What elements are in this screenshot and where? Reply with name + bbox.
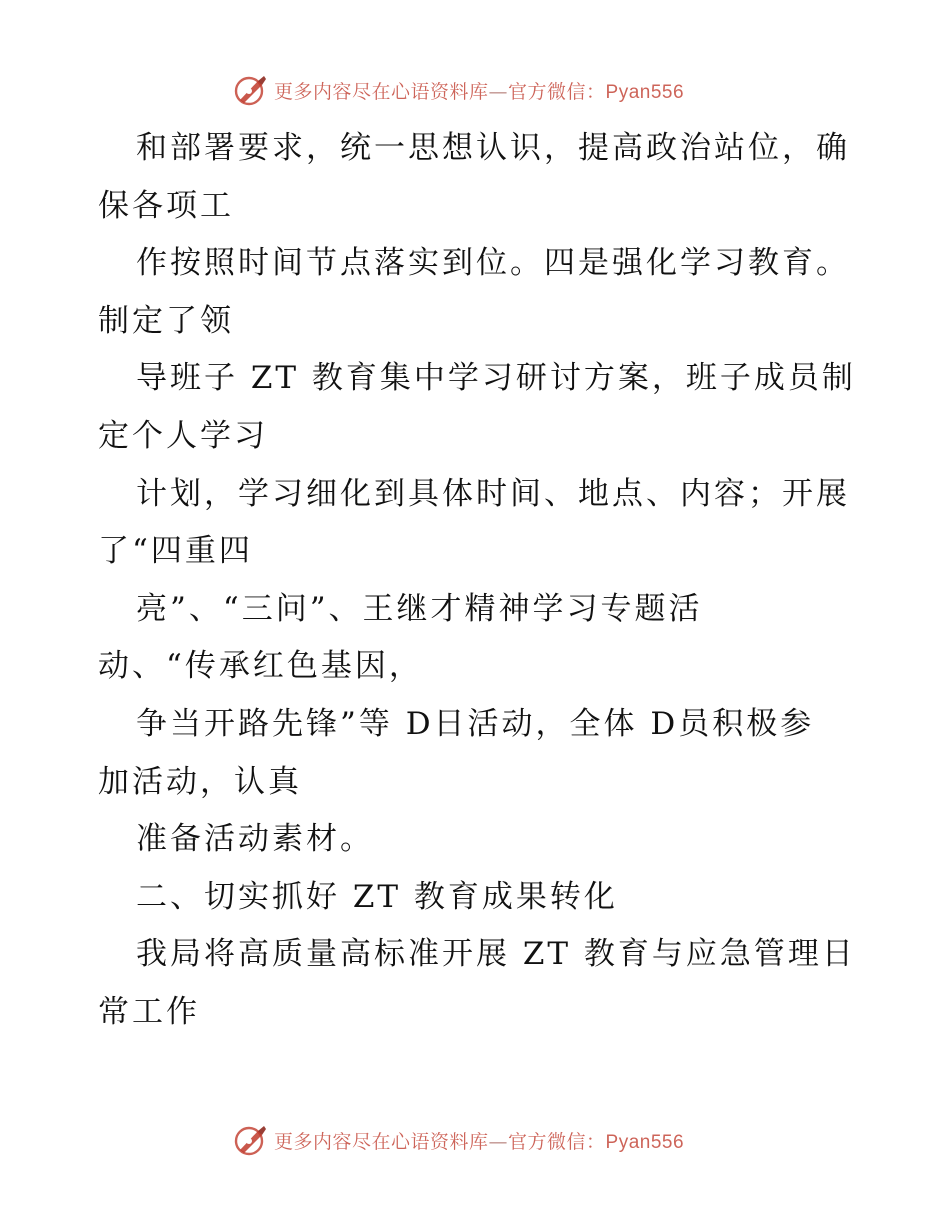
watermark-dash: —	[488, 80, 509, 103]
watermark-site-text: 更多内容尽在心语资料库	[274, 1130, 489, 1153]
body-line: 常工作	[98, 993, 200, 1030]
body-line: 争当开路先锋”等 D日活动，全体 D员积极参	[136, 705, 815, 742]
section-heading: 二、切实抓好 ZT 教育成果转化	[136, 878, 618, 915]
body-line: 制定了领	[98, 302, 234, 339]
body-line: 保各项工	[98, 187, 234, 224]
body-line: 导班子 ZT 教育集中学习研讨方案，班子成员制	[136, 360, 856, 397]
body-line: 准备活动素材。	[136, 821, 374, 858]
body-line: 了“四重四	[98, 533, 253, 570]
document-body	[98, 120, 858, 1042]
body-line: 亮”、“三问”、王继才精神学习专题活	[136, 590, 703, 627]
watermark-wechat-id: Pyan556	[605, 81, 685, 103]
body-line: 计划，学习细化到具体时间、地点、内容；开展	[136, 475, 850, 512]
footer-watermark	[234, 1122, 684, 1158]
body-line: 作按照时间节点落实到位。四是强化学习教育。	[136, 245, 850, 282]
watermark-dash: —	[488, 1130, 509, 1153]
body-line: 我局将高质量高标准开展 ZT 教育与应急管理日	[136, 936, 856, 973]
watermark-site-text: 更多内容尽在心语资料库	[274, 80, 489, 103]
body-line: 动、“传承红色基因，	[98, 648, 423, 685]
header-watermark	[234, 72, 684, 108]
pen-logo-icon	[234, 73, 268, 107]
watermark-wechat-id: Pyan556	[605, 1131, 685, 1153]
pen-logo-icon	[234, 1123, 268, 1157]
body-line: 加活动，认真	[98, 763, 302, 800]
body-line: 定个人学习	[98, 417, 268, 454]
body-line: 和部署要求，统一思想认识，提高政治站位，确	[136, 130, 850, 166]
watermark-wechat-label: 官方微信：	[508, 1130, 606, 1153]
watermark-wechat-label: 官方微信：	[508, 80, 606, 103]
